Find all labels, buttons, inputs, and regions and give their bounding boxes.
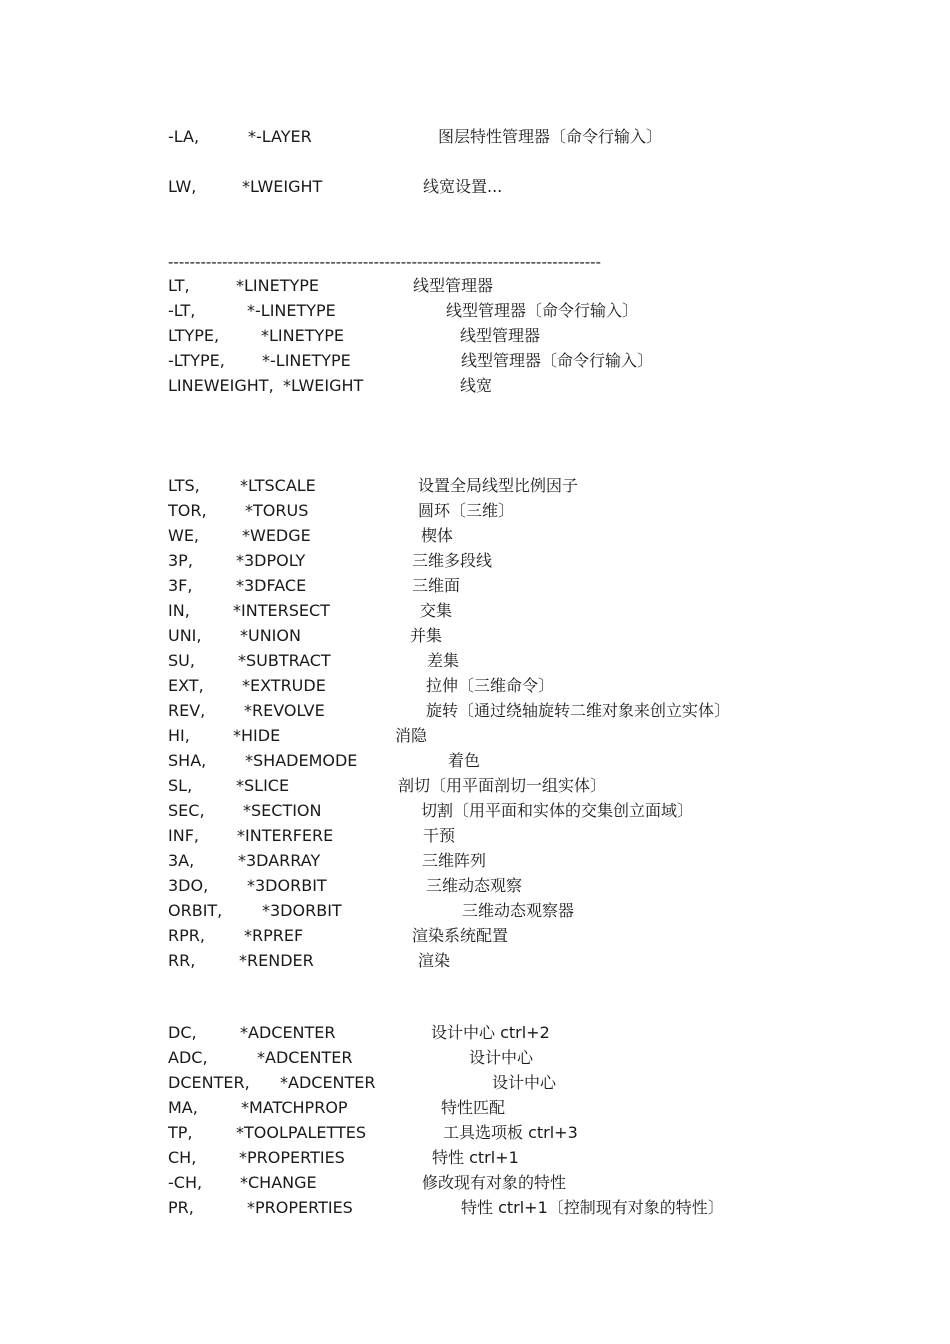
command-name: *RPREF <box>244 926 304 945</box>
command-description: 线宽 <box>460 376 493 395</box>
command-alias: LTYPE, <box>168 326 220 345</box>
command-alias: TOR, <box>168 501 207 520</box>
command-description: 线型管理器 <box>413 276 494 295</box>
command-alias: RPR, <box>168 926 205 945</box>
command-name: *LINETYPE <box>236 276 320 295</box>
command-name: *SECTION <box>243 801 322 820</box>
command-alias: INF, <box>168 826 199 845</box>
command-description: 渲染系统配置 <box>412 926 509 945</box>
command-alias: -CH, <box>168 1173 203 1192</box>
command-description: 图层特性管理器〔命令行输入〕 <box>438 127 663 146</box>
command-name: *SHADEMODE <box>245 751 358 770</box>
command-name: *3DFACE <box>236 576 307 595</box>
command-alias: LW, <box>168 177 197 196</box>
command-alias: TP, <box>168 1123 193 1142</box>
command-description: 三维动态观察器 <box>462 901 575 920</box>
command-alias: SHA, <box>168 751 207 770</box>
command-description: 设计中心 <box>492 1073 557 1092</box>
command-name: *ADCENTER <box>257 1048 353 1067</box>
command-description: 修改现有对象的特性 <box>422 1173 567 1192</box>
command-name: *INTERSECT <box>233 601 330 620</box>
command-description: 特性 ctrl+1 <box>432 1148 519 1167</box>
command-alias: CH, <box>168 1148 197 1167</box>
command-alias: LT, <box>168 276 190 295</box>
command-alias: SEC, <box>168 801 205 820</box>
command-description: 切割〔用平面和实体的交集创立面域〕 <box>421 801 694 820</box>
command-description: 线型管理器〔命令行输入〕 <box>461 351 654 370</box>
separator-line: -------------------------------------------------------------------------------- <box>168 253 602 271</box>
command-description: 三维动态观察 <box>426 876 523 895</box>
command-description: 特性匹配 <box>441 1098 506 1117</box>
command-name: *REVOLVE <box>244 701 325 720</box>
command-name: *LINETYPE <box>261 326 345 345</box>
command-alias: LINEWEIGHT, <box>168 376 274 395</box>
command-description: 楔体 <box>421 526 454 545</box>
command-name: *MATCHPROP <box>241 1098 348 1117</box>
command-description: 线型管理器〔命令行输入〕 <box>446 301 639 320</box>
command-description: 着色 <box>448 751 481 770</box>
command-name: *LTSCALE <box>240 476 316 495</box>
command-name: *SUBTRACT <box>238 651 331 670</box>
command-description: 交集 <box>420 601 453 620</box>
command-name: *INTERFERE <box>237 826 334 845</box>
command-description: 剖切〔用平面剖切一组实体〕 <box>398 776 607 795</box>
command-alias: -LA, <box>168 127 200 146</box>
command-alias: 3P, <box>168 551 193 570</box>
command-alias: SL, <box>168 776 193 795</box>
command-name: *SLICE <box>236 776 290 795</box>
command-name: *-LINETYPE <box>262 351 351 370</box>
command-description: 差集 <box>427 651 460 670</box>
command-alias: ADC, <box>168 1048 208 1067</box>
command-alias: PR, <box>168 1198 194 1217</box>
command-alias: DC, <box>168 1023 197 1042</box>
command-description: 线型管理器 <box>460 326 541 345</box>
command-name: *RENDER <box>239 951 314 970</box>
command-alias: WE, <box>168 526 200 545</box>
command-description: 设计中心 <box>469 1048 534 1067</box>
command-alias: 3A, <box>168 851 195 870</box>
command-alias: DCENTER, <box>168 1073 250 1092</box>
command-alias: RR, <box>168 951 196 970</box>
command-name: *PROPERTIES <box>239 1148 345 1167</box>
command-description: 设置全局线型比例因子 <box>418 476 579 495</box>
command-alias: 3F, <box>168 576 193 595</box>
command-alias: EXT, <box>168 676 204 695</box>
command-description: 拉伸〔三维命令〕 <box>426 676 555 695</box>
command-name: *-LINETYPE <box>247 301 336 320</box>
command-alias: LTS, <box>168 476 200 495</box>
command-name: *3DORBIT <box>247 876 327 895</box>
command-name: *-LAYER <box>248 127 312 146</box>
command-alias: MA, <box>168 1098 198 1117</box>
command-alias: ORBIT, <box>168 901 223 920</box>
command-name: *TOOLPALETTES <box>236 1123 366 1142</box>
command-name: *UNION <box>240 626 301 645</box>
command-description: 线宽设置... <box>423 177 503 196</box>
command-description: 并集 <box>410 626 443 645</box>
command-alias: -LT, <box>168 301 196 320</box>
command-name: *3DPOLY <box>236 551 306 570</box>
command-name: *3DARRAY <box>238 851 321 870</box>
command-alias: REV, <box>168 701 206 720</box>
command-name: *HIDE <box>233 726 281 745</box>
command-description: 三维多段线 <box>412 551 493 570</box>
command-description: 工具选项板 ctrl+3 <box>443 1123 578 1142</box>
command-name: *CHANGE <box>240 1173 317 1192</box>
command-description: 特性 ctrl+1〔控制现有对象的特性〕 <box>461 1198 724 1217</box>
command-description: 干预 <box>423 826 456 845</box>
command-description: 圆环〔三维〕 <box>418 501 515 520</box>
command-name: *WEDGE <box>242 526 311 545</box>
command-name: *ADCENTER <box>280 1073 376 1092</box>
command-description: 旋转〔通过绕轴旋转二维对象来创立实体〕 <box>426 701 731 720</box>
command-description: 三维阵列 <box>422 851 487 870</box>
command-name: *PROPERTIES <box>247 1198 353 1217</box>
command-name: *3DORBIT <box>262 901 342 920</box>
command-description: 设计中心 ctrl+2 <box>431 1023 550 1042</box>
command-description: 消隐 <box>395 726 428 745</box>
command-alias: HI, <box>168 726 190 745</box>
command-name: *EXTRUDE <box>242 676 326 695</box>
command-alias: IN, <box>168 601 190 620</box>
command-description: 三维面 <box>412 576 461 595</box>
command-alias: UNI, <box>168 626 202 645</box>
command-name: *LWEIGHT <box>283 376 364 395</box>
command-name: *TORUS <box>245 501 309 520</box>
command-name: *ADCENTER <box>240 1023 336 1042</box>
command-alias: -LTYPE, <box>168 351 225 370</box>
command-alias: 3DO, <box>168 876 209 895</box>
command-description: 渲染 <box>418 951 451 970</box>
command-name: *LWEIGHT <box>242 177 323 196</box>
command-alias: SU, <box>168 651 195 670</box>
